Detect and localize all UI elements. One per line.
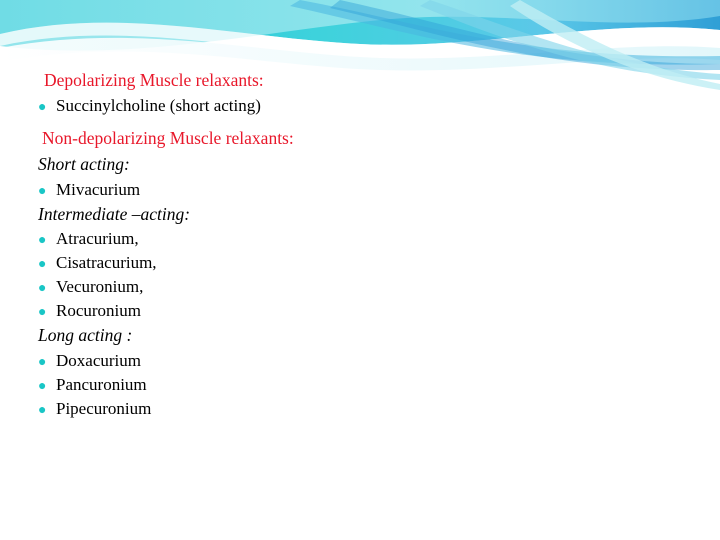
bullet-icon: ● (38, 99, 47, 115)
list-item (38, 301, 720, 321)
bullet-icon: ● (38, 378, 47, 394)
list-item-label: Pipecuronium (56, 398, 152, 418)
bullet-icon: ● (38, 281, 47, 296)
list-item-label: Doxacurium (56, 350, 141, 370)
list-item-label: Succinylcholine (short acting) (56, 95, 261, 115)
list-item (38, 229, 720, 249)
bullet-icon: ● (38, 354, 47, 370)
subheading-short-acting: Short acting: (38, 154, 130, 174)
list-item-label: Pancuronium (56, 374, 147, 394)
bullet-icon: ● (38, 305, 47, 320)
list-item-label: Cisatracurium, (56, 253, 157, 272)
list-item (38, 351, 720, 371)
list-item (38, 96, 720, 116)
bullet-icon: ● (38, 183, 47, 199)
heading-non-depolarizing: Non-depolarizing Muscle relaxants: (42, 127, 294, 148)
bullet-icon: ● (38, 257, 47, 272)
subheading-long-acting: Long acting : (38, 325, 133, 345)
subheading-intermediate-acting: Intermediate –acting: (38, 203, 191, 224)
list-item (38, 375, 720, 395)
list-item (38, 277, 720, 297)
list-item (38, 180, 720, 200)
list-item-label: Rocuronium (56, 301, 141, 320)
bullet-icon: ● (38, 402, 47, 418)
bullet-icon: ● (38, 233, 47, 248)
heading-depolarizing: Depolarizing Muscle relaxants: (44, 70, 264, 90)
list-item-label: Mivacurium (56, 179, 141, 199)
list-item (38, 399, 720, 419)
slide-content (0, 72, 720, 419)
list-item (38, 253, 720, 273)
list-item-label: Atracurium, (56, 229, 139, 248)
list-item-label: Vecuronium, (56, 277, 144, 296)
